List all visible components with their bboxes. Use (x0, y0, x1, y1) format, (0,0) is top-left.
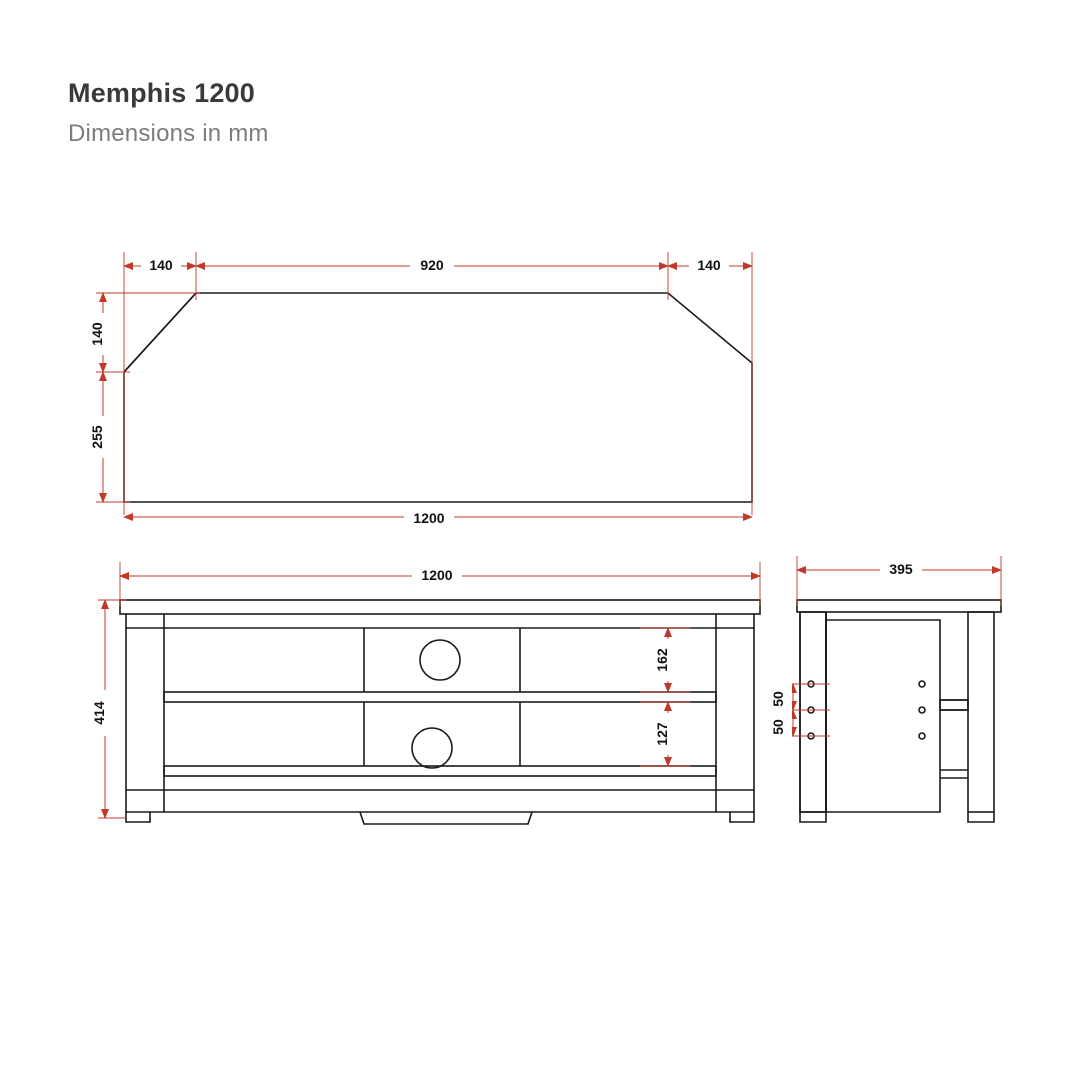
dim-adjust-lower: 50 (770, 719, 786, 735)
dim-chamfer-depth: 140 (89, 322, 105, 346)
front-view-dimension-labels (91, 566, 678, 755)
side-view-outline (797, 600, 1001, 822)
front-view-dimension-lines (105, 576, 760, 818)
dim-front-overall-width: 1200 (421, 567, 453, 583)
top-view-extension-lines (96, 252, 752, 515)
dim-center-width: 920 (420, 257, 444, 273)
side-view-dimension-lines (793, 570, 1001, 736)
dim-left-chamfer: 140 (149, 257, 173, 273)
top-view-outline (124, 293, 752, 502)
dim-side-overall-depth: 395 (889, 561, 913, 577)
dim-front-overall-height: 414 (91, 701, 107, 725)
page-title: Memphis 1200 (68, 78, 255, 108)
front-view-outline (120, 600, 760, 824)
top-view-dimension-labels (89, 256, 729, 527)
dim-adjust-upper: 50 (770, 691, 786, 707)
dim-top-overall-width: 1200 (413, 510, 445, 526)
top-view-dimension-lines (103, 266, 752, 517)
dim-right-chamfer: 140 (697, 257, 721, 273)
dim-lower-shelf-gap: 127 (654, 722, 670, 746)
dim-back-depth: 255 (89, 425, 105, 449)
page-subtitle: Dimensions in mm (68, 120, 269, 147)
dim-upper-shelf-gap: 162 (654, 648, 670, 672)
